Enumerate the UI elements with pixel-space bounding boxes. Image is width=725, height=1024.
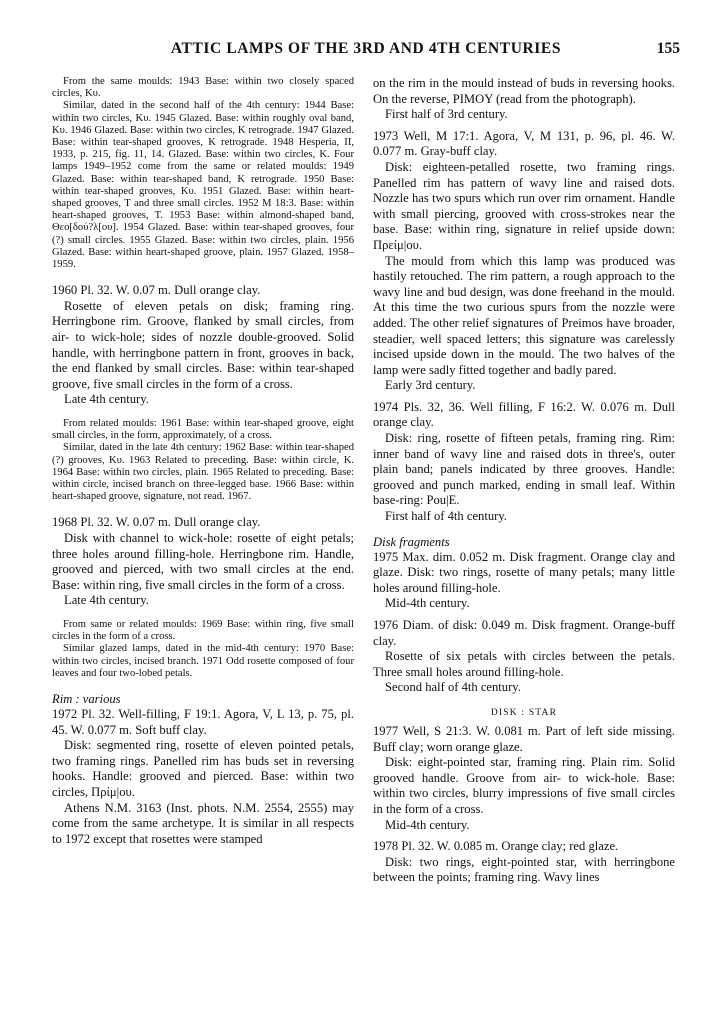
section-heading-disk-fragments: Disk fragments	[373, 534, 450, 549]
section-heading-disk-star: DISK : STAR	[490, 707, 558, 718]
left-column	[52, 76, 354, 847]
entry-heading: 1973 Well, M 17:1. Agora, V, M 131, p. 96, pl. 46. W. 0.077 m. Gray-buff clay.	[373, 128, 675, 159]
entry-1968	[52, 515, 354, 609]
entry-date: Late 4th century.	[64, 593, 149, 608]
running-title: ATTIC LAMPS OF THE 3RD AND 4TH CENTURIES	[170, 40, 562, 57]
entry-date: Late 4th century.	[64, 392, 149, 407]
entry-heading: 1972 Pl. 32. Well-filling, F 19:1. Agora, V, L 13, p. 75, pl. 45. W. 0.077 m. Soft buff clay.	[52, 707, 354, 737]
note-paragraph: From related moulds: 1961 Base: within tear-shaped groove, eight small circles, in the form, approximately, of a cross.	[52, 418, 354, 442]
entry-description: Disk: two rings, eight-pointed star, with herringbone between the points; framing ring. Wavy lines	[373, 854, 675, 885]
note-block-1961	[52, 418, 354, 503]
entry-1978	[373, 839, 675, 886]
note-paragraph: Similar glazed lamps, dated in the mid-4th century: 1970 Base: within two circles, incised branch. 1971 Odd rosette composed of four leaves and four two-lobed petals.	[52, 643, 354, 679]
entry-commentary: The mould from which this lamp was produced was hastily retouched. The rim pattern, a rough approach to the wavy line and bud design, was done freehand in the mould. At this time the two curious spurs from the nozzle were added. The other relief signatures of Preimos have broader, steadier, well spaced letters; this signature was carelessly incised upside down in the mould. The two halves of the lamp were sadly fitted together and badly pared.	[373, 253, 675, 377]
entry-1976	[373, 618, 675, 696]
entry-1960	[52, 283, 354, 408]
entry-heading: 1975 Max. dim. 0.052 m. Disk fragment. Orange clay and glaze. Disk: two rings, rosette of many petals; many little holes around filling-hole.	[373, 549, 675, 595]
note-paragraph: From the same moulds: 1943 Base: within two closely spaced circles, Κυ.	[52, 76, 354, 100]
entry-date: Second half of 4th century.	[385, 680, 521, 695]
entry-continuation: on the rim in the mould instead of buds in reversing hooks. On the reverse, PIMOY (read from the photograph).	[373, 76, 675, 106]
right-column	[373, 76, 675, 886]
entry-date: Early 3rd century.	[385, 378, 476, 393]
note-block-1943	[52, 76, 354, 271]
entry-comparison: Athens N.M. 3163 (Inst. phots. N.M. 2554, 2555) may come from the same archetype. It is similar in all respects to 1972 except that rosettes were stamped	[52, 800, 354, 846]
entry-description: Disk: eight-pointed star, framing ring. Plain rim. Solid grooved handle. Groove from air- to wick-hole. Base: within two circles, blurry impressions of five small circles in the form of a cross.	[373, 755, 675, 816]
entry-description: Disk: eighteen-petalled rosette, two framing rings. Panelled rim has pattern of wavy line and raised dots. Nozzle has two spurs which run over rim ornament. Handle with small piercing, grooved with cross-strokes near the base. Base: within ring, signature in relief upside down: Πρείμ|ου.	[373, 159, 675, 252]
entry-1974	[373, 400, 675, 525]
section-heading-rim: Rim : various	[52, 692, 121, 706]
entry-1975	[373, 550, 675, 612]
entry-date: Mid-4th century.	[385, 596, 470, 611]
entry-1977	[373, 724, 675, 833]
entry-date: First half of 4th century.	[385, 509, 507, 524]
note-paragraph: Similar, dated in the late 4th century: 1962 Base: within tear-shaped (?) grooves, Κυ. 1963 Related to preceding. Base: within circle, K. 1964 Base: within two circles, plain. 1965 Related to preceding. Base: within circle, incised branch on three-legged base. 1966 Base: within heart-shaped groove, signature, not read. 1967.	[52, 442, 354, 503]
note-block-1969	[52, 619, 354, 680]
entry-description: Disk: ring, rosette of fifteen petals, framing ring. Rim: inner band of wavy line and raised dots in three's, outer plain band; panels indicated by three grooves. Handle: grooved and punch marked, ending in small leaf. Within base-ring: Pou|E.	[373, 431, 675, 508]
entry-heading: 1976 Diam. of disk: 0.049 m. Disk fragment. Orange-buff clay.	[373, 618, 675, 648]
entry-heading: 1960 Pl. 32. W. 0.07 m. Dull orange clay.	[52, 283, 261, 298]
note-paragraph: From same or related moulds: 1969 Base: within ring, five small circles in the form of a cross.	[52, 618, 354, 643]
entry-heading: 1974 Pls. 32, 36. Well filling, F 16:2. W. 0.076 m. Dull orange clay.	[373, 399, 675, 430]
entry-heading: 1968 Pl. 32. W. 0.07 m. Dull orange clay.	[52, 515, 261, 530]
page-number: 155	[656, 40, 680, 57]
entry-date: Mid-4th century.	[385, 817, 470, 832]
entry-date: First half of 3rd century.	[385, 107, 508, 122]
entry-1972	[52, 707, 354, 847]
entry-heading: 1978 Pl. 32. W. 0.085 m. Orange clay; red glaze.	[373, 839, 619, 854]
note-paragraph: Similar, dated in the second half of the 4th century: 1944 Base: within two circles, Κυ. 1945 Glazed. Base: within roughly oval band, Κυ. 1946 Glazed. Base: within two circles, K retrograde. 1947 Glazed. Base: within tear-shaped grooves, K retrograde. 1948 Hesperia, II, 1933, p. 215, fig. 11, 14. Glazed. Base: within two circles, K. Four lamps 1949–1952 come from the same or related moulds: 1949 Glazed. Base: within tear-shaped band, K retrograde. 1950 Base: within tear-shaped grooves, Κυ. 1951 Glazed. Base: within heart-shaped grooves, T and three small circles. 1952 M 18:3. Base: within heart-shaped grooves, T. 1953 Base: within almond-shaped band, Θεο[δού?λ[ου]. 1954 Glazed. Base: within tear-shaped grooves, four (?) small circles. 1955 Glazed. Base: within two circles, plain. 1956 Glazed. Base: within heart-shaped groove, plain. 1957 Glazed. 1958–1959.	[52, 100, 354, 271]
entry-description: Rosette of six petals with circles between the petals. Three small holes around filling-hole.	[373, 649, 675, 679]
entry-description: Disk with channel to wick-hole: rosette of eight petals; three holes around filling-hole. Herringbone rim. Handle, grooved and pierced, with two small circles at the end. Base: within ring, five small circles in the form of a cross.	[52, 531, 354, 592]
running-header	[52, 40, 680, 66]
entry-heading: 1977 Well, S 21:3. W. 0.081 m. Part of left side missing. Buff clay; worn orange glaze.	[373, 723, 675, 754]
entry-description: Disk: segmented ring, rosette of eleven pointed petals, two framing rings. Panelled rim has buds set in reversing hooks. Handle: grooved and pierced. Base: within two circles, Πρίμ|ου.	[52, 738, 354, 799]
entry-description: Rosette of eleven petals on disk; framing ring. Herringbone rim. Groove, flanked by small circles, from air- to wick-hole; sides of nozzle double-grooved. Solid handle, with herringbone pattern in front, grooves in back, the end flanked by small circles. Base: within tear-shaped groove, five small circles in the form of a cross.	[52, 298, 354, 391]
entry-1972-continued	[373, 76, 675, 123]
entry-1973	[373, 129, 675, 394]
